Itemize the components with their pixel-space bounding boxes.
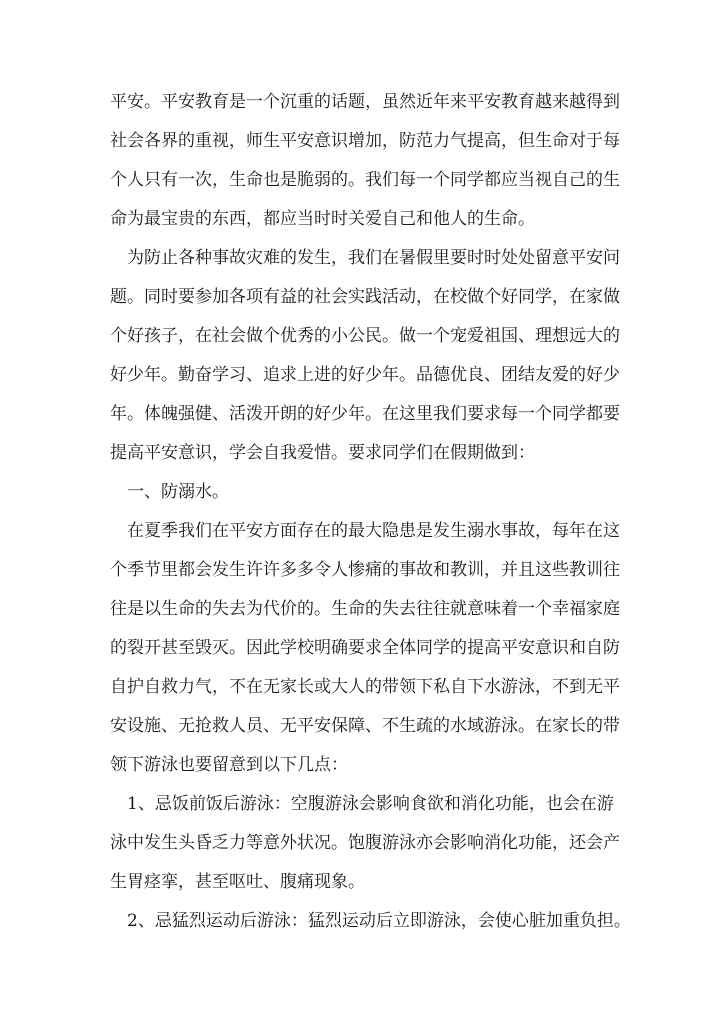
text-line: 个好孩子，在社会做个优秀的小公民。做一个宠爱祖国、理想远大的 [110, 326, 620, 346]
text-line: 社会各界的重视，师生平安意识增加，防范力气提高，但生命对于每 [110, 131, 620, 151]
text-line: 生胃痉挛，甚至呕吐、腹痛现象。 [110, 872, 365, 892]
text-line: 2、忌猛烈运动后游泳：猛烈运动后立即游泳，会使心脏加重负担。 [127, 911, 631, 931]
document-body [110, 83, 631, 941]
text-line: 安设施、无抢救人员、无平安保障、不生疏的水域游泳。在家长的带 [110, 716, 620, 736]
text-line: 题。同时要参加各项有益的社会实践活动，在校做个好同学，在家做 [110, 287, 620, 307]
text-line: 年。体魄强健、活泼开朗的好少年。在这里我们要求每一个同学都要 [110, 404, 620, 424]
text-line: 平安。平安教育是一个沉重的话题，虽然近年来平安教育越来越得到 [110, 92, 620, 112]
text-line: 为防止各种事故灾难的发生，我们在暑假里要时时处处留意平安问 [127, 248, 620, 268]
text-line: 泳中发生头昏乏力等意外状况。饱腹游泳亦会影响消化功能，还会产 [110, 833, 620, 853]
text-line: 的裂开甚至毁灭。因此学校明确要求全体同学的提高平安意识和自防 [110, 638, 620, 658]
text-line: 好少年。勤奋学习、追求上进的好少年。品德优良、团结友爱的好少 [110, 365, 620, 385]
text-line: 提高平安意识，学会自我爱惜。要求同学们在假期做到： [110, 443, 535, 463]
text-line: 1、忌饭前饭后游泳：空腹游泳会影响食欲和消化功能，也会在游 [127, 794, 614, 814]
text-line: 个季节里都会发生许许多多令人惨痛的事故和教训，并且这些教训往 [110, 560, 620, 580]
text-line: 领下游泳也要留意到以下几点： [110, 755, 348, 775]
text-line: 在夏季我们在平安方面存在的最大隐患是发生溺水事故，每年在这 [127, 521, 620, 541]
text-line: 个人只有一次，生命也是脆弱的。我们每一个同学都应当视自己的生 [110, 170, 620, 190]
text-line: 自护自救力气，不在无家长或大人的带领下私自下水游泳，不到无平 [110, 677, 620, 697]
text-line: 一、防溺水。 [127, 482, 229, 502]
text-line: 命为最宝贵的东西，都应当时时关爱自己和他人的生命。 [110, 209, 535, 229]
text-line: 往是以生命的失去为代价的。生命的失去往往就意味着一个幸福家庭 [110, 599, 620, 619]
